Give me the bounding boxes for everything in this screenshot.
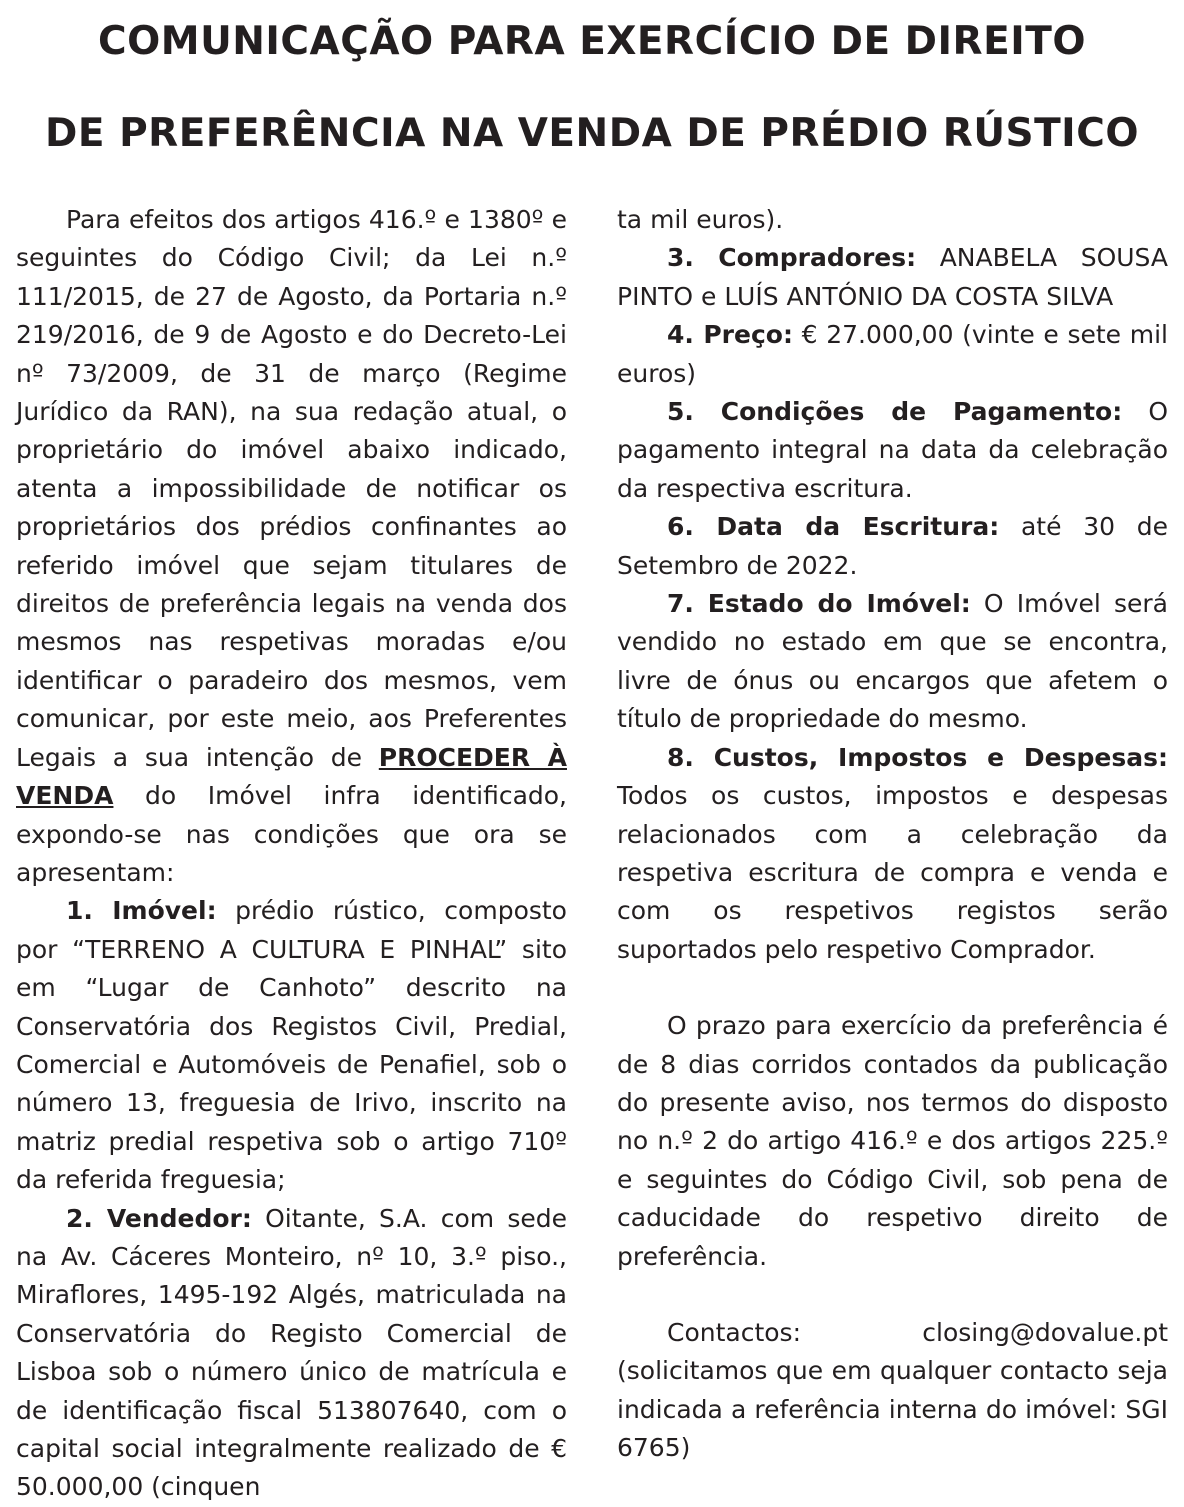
item-pagamento <box>617 393 1168 508</box>
item-estado-imovel <box>617 585 1168 739</box>
item-vendedor <box>16 1200 567 1507</box>
deadline-paragraph: O prazo para exercício da preferência é de 8 dias corridos contados da publicação do presente aviso, nos termos do disposto no n.º 2 do artigo 416.º e dos artigos 225.º e seguintes do Código Civil, sob pena de caducidade do respetivo direito de preferência. <box>617 1011 1168 1271</box>
body-columns <box>16 201 1168 1507</box>
item-label: 1. Imóvel: <box>66 896 217 926</box>
item-compradores <box>617 239 1168 316</box>
intro-text-after: do Imóvel infra identificado, expondo-se nas condições que ora se apresentam: <box>16 781 567 887</box>
item-vendedor-continuation <box>617 201 1168 239</box>
item-label: 5. Condições de Pagamento: <box>667 397 1123 427</box>
item-label: 4. Preço: <box>667 320 793 350</box>
item-imovel <box>16 892 567 1199</box>
item-data-escritura <box>617 508 1168 585</box>
title-line-2: DE PREFERÊNCIA NA VENDA DE PRÉDIO RÚSTICO <box>45 111 1139 156</box>
item-custos <box>617 739 1168 969</box>
right-column <box>617 201 1168 1507</box>
notice-title <box>16 18 1168 157</box>
item-text: Oitante, S.A. com sede na Av. Cáceres Monteiro, nº 10, 3.º piso., Miraflores, 1495-192 Algés, matriculada na Conservatória do Registo Comercial de Lisboa sob o número único de matrícula e de identificação fiscal 513807640, com o capital social integralmente realizado de € 50.000,00 (cinquen <box>16 1203 567 1502</box>
item-label: 6. Data da Escritura: <box>667 512 1000 542</box>
item-text: ANABELA SOUSA PINTO e LUÍS ANTÓNIO DA COSTA SILVA <box>617 243 1168 311</box>
left-column <box>16 201 567 1507</box>
item-text: € 27.000,00 (vinte e sete mil euros) <box>617 320 1168 388</box>
item-text: prédio rústico, composto por “TERRENO A CULTURA E PINHAL” sito em “Lugar de Canhoto” descrito na Conservatória dos Registos Civil, Predial, Comercial e Automóveis de Penafiel, sob o número 13, freguesia de Irivo, inscrito na matriz predial respetiva sob o artigo 710º da referida freguesia; <box>16 896 567 1195</box>
item-text: O Imóvel será vendido no estado em que se encontra, livre de ónus ou encargos que afetem o título de propriedade do mesmo. <box>617 589 1168 734</box>
intro-paragraph <box>16 201 567 892</box>
contacts-paragraph: Contactos: closing@dovalue.pt (solicitamos que em qualquer contacto seja indicada a referência interna do imóvel: SGI 6765) <box>617 1317 1168 1463</box>
item-label: 7. Estado do Imóvel: <box>667 589 971 619</box>
item-text: ta mil euros). <box>617 205 784 234</box>
item-label: 8. Custos, Impostos e Despesas: <box>667 742 1168 772</box>
item-label: 2. Vendedor: <box>66 1203 252 1233</box>
title-line-1: COMUNICAÇÃO PARA EXERCÍCIO DE DIREITO <box>97 19 1086 64</box>
item-text: O pagamento integral na data da celebração da respectiva escritura. <box>617 397 1168 503</box>
intro-text-before: Para efeitos dos artigos 416.º e 1380º e seguintes do Código Civil; da Lei n.º 111/2015, de 27 de Agosto, da Portaria n.º 219/2016, de 9 de Agosto e do Decreto-Lei nº 73/2009, de 31 de março (Regime Jurídico da RAN), na sua redação atual, o proprietário do imóvel abaixo indicado, atenta a impossibilidade de notificar os proprietários dos prédios confinantes ao referido imóvel que sejam titulares de direitos de preferência legais na venda dos mesmos nas respetivas moradas e/ou identificar o paradeiro dos mesmos, vem comunicar, por este meio, aos Preferentes Legais a sua intenção de <box>16 205 567 772</box>
item-preco <box>617 316 1168 393</box>
item-text: até 30 de Setembro de 2022. <box>617 512 1168 580</box>
item-text: Todos os custos, impostos e despesas relacionados com a celebração da respetiva escritura de compra e venda e com os respetivos registos serão suportados pelo respetivo Comprador. <box>617 781 1168 964</box>
intro-emphasis: PROCEDER À VENDA <box>16 742 567 811</box>
item-label: 3. Compradores: <box>667 243 917 273</box>
